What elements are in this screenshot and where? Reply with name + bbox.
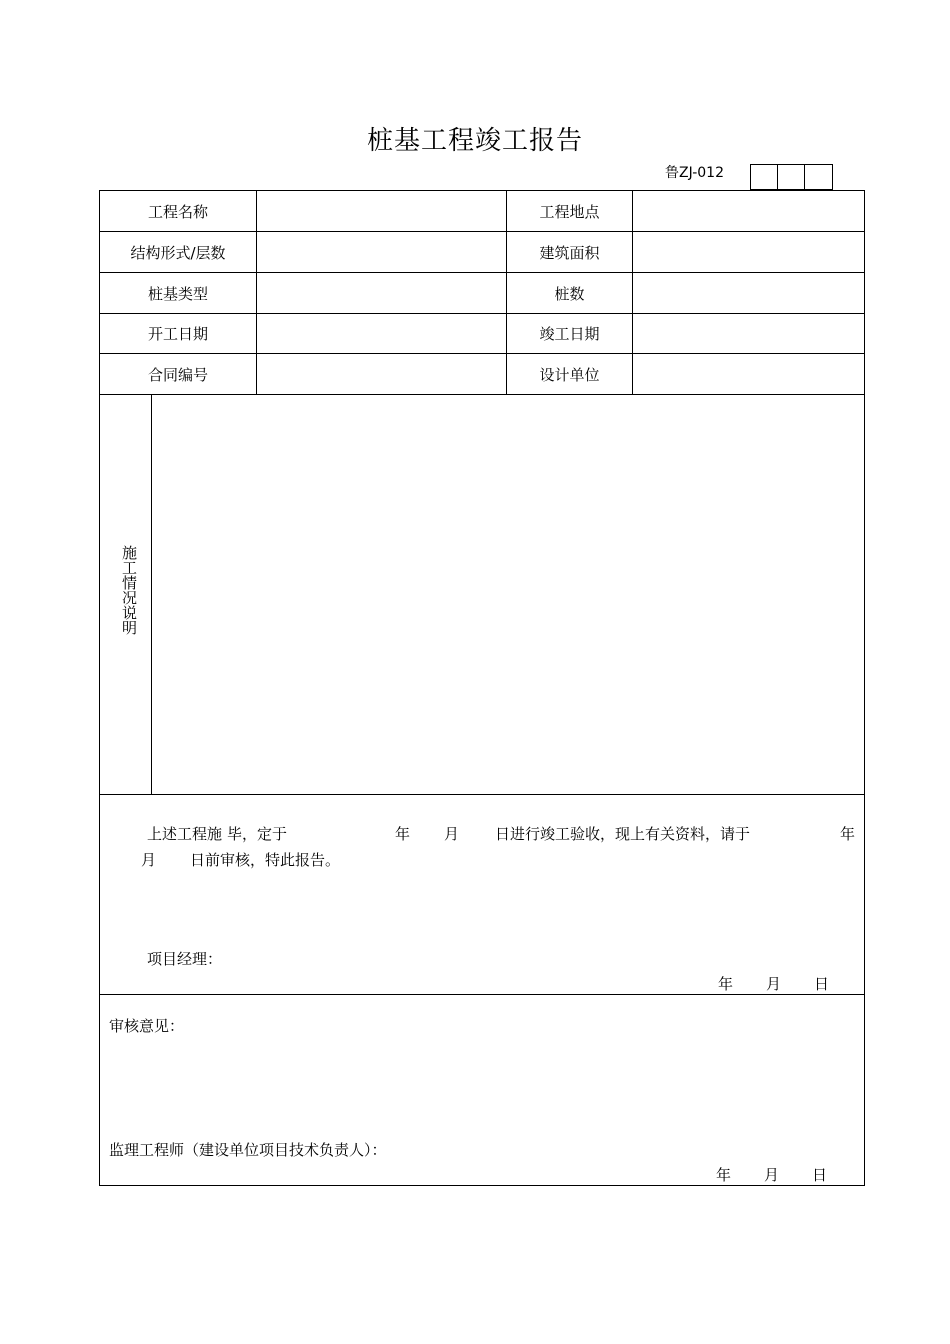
label-start-date: 开工日期 xyxy=(147,325,208,343)
review-date-year: 年 xyxy=(716,1166,732,1184)
review-date-month: 月 xyxy=(764,1166,780,1184)
construction-description-field[interactable] xyxy=(152,395,864,794)
project-name-field[interactable] xyxy=(257,191,506,231)
start-date-field[interactable] xyxy=(257,314,506,353)
label-structure: 结构形式/层数 xyxy=(130,243,226,262)
design-unit-field[interactable] xyxy=(633,354,864,394)
code-box-1[interactable] xyxy=(750,164,777,190)
report-date-day: 日 xyxy=(814,975,830,993)
report-month-1: 月 xyxy=(444,825,460,843)
report-text-b: 毕，定于 xyxy=(227,825,288,843)
contract-no-field[interactable] xyxy=(257,354,506,394)
report-date-year: 年 xyxy=(718,975,734,993)
pile-count-field[interactable] xyxy=(633,273,864,313)
review-label: 审核意见： xyxy=(109,1017,185,1035)
report-text-a: 上述工程施 xyxy=(147,825,223,843)
label-pile-type: 桩基类型 xyxy=(147,284,208,303)
code-boxes xyxy=(750,164,833,190)
report-text-c: 日进行竣工验收，现上有关资料，请于 xyxy=(495,825,751,843)
section-divider xyxy=(99,794,865,795)
construction-label: 施工情况说明 xyxy=(120,545,138,635)
label-project-name: 工程名称 xyxy=(147,202,208,221)
project-manager-label: 项目经理： xyxy=(147,950,223,968)
label-design-unit: 设计单位 xyxy=(539,365,600,384)
structure-field[interactable] xyxy=(257,232,506,272)
completion-date-field[interactable] xyxy=(633,314,864,353)
project-location-field[interactable] xyxy=(633,191,864,231)
label-pile-count: 桩数 xyxy=(554,284,585,303)
label-completion-date: 竣工日期 xyxy=(539,325,600,343)
form-code: 鲁ZJ-012 xyxy=(665,165,724,181)
label-contract-no: 合同编号 xyxy=(147,365,208,384)
report-year-2: 年 xyxy=(840,825,856,843)
code-box-3[interactable] xyxy=(804,164,833,190)
pile-type-field[interactable] xyxy=(257,273,506,313)
report-text-line2: 日前审核，特此报告。 xyxy=(190,851,341,869)
report-date-month: 月 xyxy=(766,975,782,993)
supervisor-label: 监理工程师（建设单位项目技术负责人）： xyxy=(109,1141,387,1159)
building-area-field[interactable] xyxy=(633,232,864,272)
page-title: 桩基工程竣工报告 xyxy=(366,126,583,156)
review-date-day: 日 xyxy=(812,1166,828,1184)
section-divider xyxy=(99,994,865,995)
label-building-area: 建筑面积 xyxy=(539,243,600,262)
label-project-location: 工程地点 xyxy=(539,202,600,221)
code-box-2[interactable] xyxy=(777,164,804,190)
report-month-2: 月 xyxy=(141,851,157,869)
report-year-1: 年 xyxy=(395,825,411,843)
